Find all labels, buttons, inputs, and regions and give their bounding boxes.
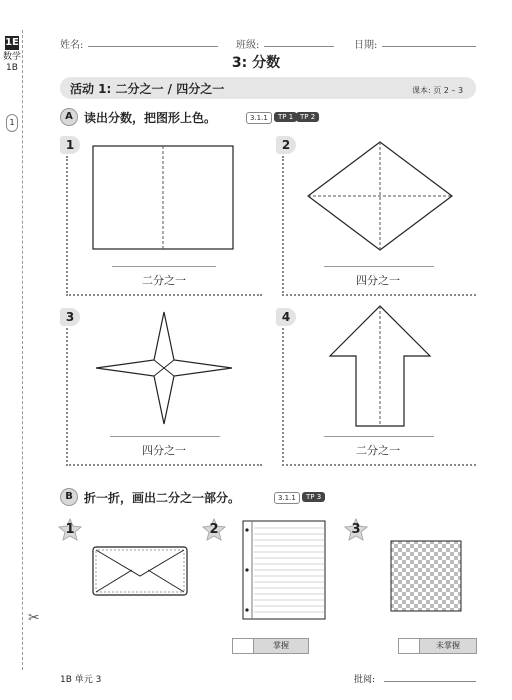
date-field[interactable] [382, 46, 476, 47]
diamond-shape[interactable] [306, 140, 454, 252]
caption-rule [324, 266, 434, 267]
activity-title: 活动 1: 二分之一 / 四分之一 [70, 82, 225, 96]
item-number-4: 4 [276, 308, 296, 326]
rectangle-shape[interactable] [92, 145, 236, 251]
unit-title: 3: 分数 [231, 55, 281, 71]
name-label: 姓名: [60, 40, 84, 51]
not-mastered-checkbox[interactable] [398, 638, 420, 654]
caption-4: 二分之一 [340, 442, 416, 458]
item-number-1: 1 [60, 136, 80, 154]
four-point-star-shape[interactable] [94, 310, 234, 428]
caption-3: 四分之一 [126, 442, 202, 458]
b-item-number-3: 3 [351, 522, 361, 537]
caption-2: 四分之一 [340, 272, 416, 288]
checked-signature-field[interactable] [384, 681, 476, 682]
panel-border [66, 464, 262, 466]
footer-unit-ref: 1B 单元 3 [60, 675, 102, 685]
panel-border [282, 464, 476, 466]
publisher-logo: 1E [5, 37, 19, 48]
class-field[interactable] [264, 46, 334, 47]
checked-label: 批阅: [354, 675, 376, 685]
item-number-3: 3 [60, 308, 80, 326]
section-a-instruction: 读出分数，把图形上色。 [84, 111, 217, 125]
scissors-icon: ✂ [28, 610, 40, 626]
section-b-instruction: 折一折，画出二分之一部分。 [84, 491, 241, 505]
lined-paper-shape[interactable] [242, 520, 326, 620]
section-b-code: 3.1.1 [274, 492, 300, 504]
section-a-badge-2: TP 2 [296, 112, 319, 122]
section-a-badge-1: TP 1 [274, 112, 297, 122]
side-subject-label: 数学 [2, 52, 21, 62]
caption-rule [110, 436, 220, 437]
b-item-number-2: 2 [209, 522, 219, 537]
class-label: 班级: [236, 40, 260, 51]
cut-line [22, 30, 23, 670]
star-tag-3 [344, 518, 368, 542]
arrow-up-shape[interactable] [326, 304, 434, 428]
panel-border [282, 156, 284, 296]
item-number-2: 2 [276, 136, 296, 154]
section-a-code: 3.1.1 [246, 112, 272, 124]
panel-border [282, 294, 476, 296]
section-a-marker: A [60, 108, 78, 126]
envelope-shape[interactable] [92, 546, 188, 596]
checkered-square-shape[interactable] [390, 540, 462, 612]
section-b-badge: TP 3 [302, 492, 325, 502]
date-label: 日期: [354, 40, 378, 51]
panel-border [66, 328, 68, 466]
textbook-ref: 课本: 页 2 – 3 [412, 86, 464, 95]
side-grade-label: 1B [6, 63, 18, 73]
caption-rule [324, 436, 434, 437]
caption-rule [112, 266, 216, 267]
side-strip [0, 0, 22, 700]
not-mastered-label: 未掌握 [419, 638, 477, 654]
panel-border [282, 328, 284, 466]
star-tag-1 [58, 518, 82, 542]
b-item-number-1: 1 [65, 522, 75, 537]
caption-1: 二分之一 [126, 272, 202, 288]
panel-border [66, 294, 262, 296]
mastered-checkbox[interactable] [232, 638, 254, 654]
star-tag-2 [202, 518, 226, 542]
name-field[interactable] [88, 46, 218, 47]
section-b-marker: B [60, 488, 78, 506]
mastered-label: 掌握 [253, 638, 309, 654]
panel-border [66, 156, 68, 296]
side-unit-tab: 1 [6, 114, 18, 132]
